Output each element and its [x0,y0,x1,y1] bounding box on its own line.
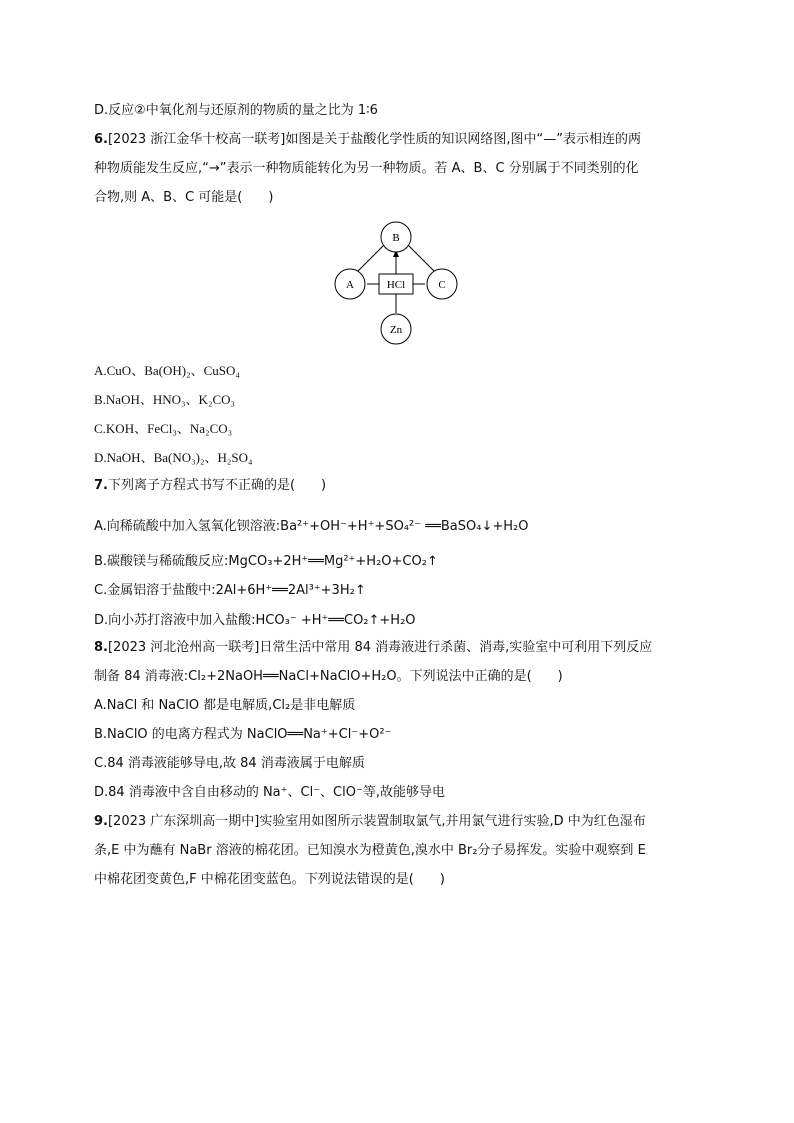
q6-stem-line2: 种物质能发生反应,“→”表示一种物质能转化为另一种物质。若 A、B、C 分别属于不同类别的化 [94,161,639,176]
q6-stem-line3: 合物,则 A、B、C 可能是( ) [94,190,274,205]
q9-stem-line2: 条,E 中为蘸有 NaBr 溶液的棉花团。已知溴水为橙黄色,溴水中 Br₂分子易挥发。实验中观察到 E [94,843,646,858]
hcl-network-diagram [330,218,462,346]
q9-number: 9. [94,814,108,829]
q8-option-d: D.84 消毒液中含自由移动的 Na⁺、Cl⁻、ClO⁻等,故能够导电 [94,785,445,800]
q8-stem-line2: 制备 84 消毒液:Cl₂+2NaOH══NaCl+NaClO+H₂O。下列说法中正确的是( ) [94,669,563,684]
q9-stem-line1 [94,813,646,831]
q6-number: 6. [94,132,108,147]
q9-stem-text1: [2023 广东深圳高一期中]实验室用如图所示装置制取氯气,并用氯气进行实验,D 中为红色湿布 [107,814,646,829]
q6-option-a: A.CuO、Ba(OH)₂、CuSO₄ [94,363,240,378]
q8-number: 8. [94,640,108,655]
q6-stem-line1 [94,131,641,149]
q7-number: 7. [94,478,108,493]
node-hcl-label: HCl [386,279,406,291]
q5-option-d: D.反应②中氧化剂与还原剂的物质的量之比为 1∶6 [94,103,378,118]
q7-stem-text: 下列离子方程式书写不正确的是( ) [107,478,327,493]
q7-stem [94,477,326,495]
node-a-label: A [346,279,354,291]
q9-stem-line3: 中棉花团变黄色,F 中棉花团变蓝色。下列说法错误的是( ) [94,872,445,887]
q8-stem-line1 [94,639,652,657]
node-c-label: C [438,279,446,291]
q7-option-d: D.向小苏打溶液中加入盐酸:HCO₃⁻ +H⁺══CO₂↑+H₂O [94,613,416,628]
node-b-label: B [392,232,400,244]
q6-option-b: B.NaOH、HNO₃、K₂CO₃ [94,392,236,407]
q7-option-a: A.向稀硫酸中加入氢氧化钡溶液:Ba²⁺+OH⁻+H⁺+SO₄²⁻ ══BaSO₄↓+H₂O [94,519,529,534]
q8-option-b: B.NaClO 的电离方程式为 NaClO══Na⁺+Cl⁻+O²⁻ [94,727,392,742]
q6-stem-text1: [2023 浙江金华十校高一联考]如图是关于盐酸化学性质的知识网络图,图中“—”表示相连的两 [107,132,641,147]
q8-stem-text1: [2023 河北沧州高一联考]日常生活中常用 84 消毒液进行杀菌、消毒,实验室中可利用下列反应 [107,640,653,655]
node-zn-label: Zn [389,324,403,336]
q8-option-c: C.84 消毒液能够导电,故 84 消毒液属于电解质 [94,756,365,771]
q6-option-c: C.KOH、FeCl₃、Na₂CO₃ [94,421,233,436]
q7-option-b: B.碳酸镁与稀硫酸反应:MgCO₃+2H⁺══Mg²⁺+H₂O+CO₂↑ [94,554,438,569]
q8-option-a: A.NaCl 和 NaClO 都是电解质,Cl₂是非电解质 [94,698,356,713]
q6-option-d: D.NaOH、Ba(NO₃)₂、H₂SO₄ [94,450,253,465]
q7-option-c: C.金属铝溶于盐酸中:2Al+6H⁺══2Al³⁺+3H₂↑ [94,583,366,598]
